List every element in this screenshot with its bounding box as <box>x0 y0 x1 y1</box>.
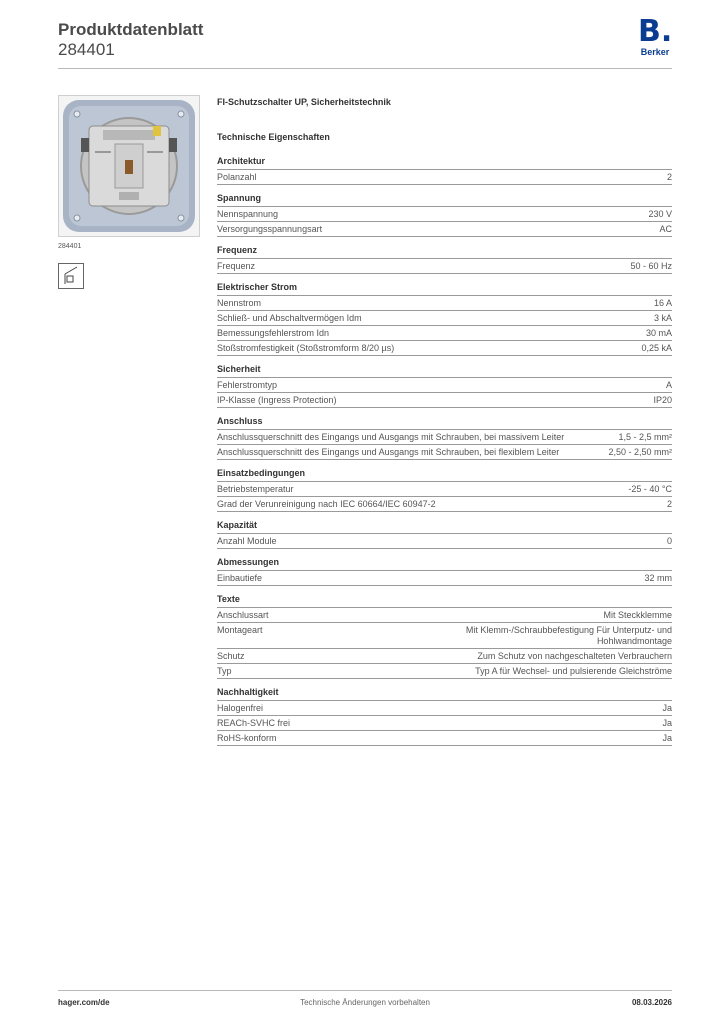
footer-disclaimer: Technische Änderungen vorbehalten <box>300 998 430 1007</box>
property-value: 3 kA <box>653 313 672 323</box>
property-group <box>217 520 672 549</box>
footer-date: 08.03.2026 <box>631 998 672 1007</box>
mounting-symbol-icon <box>58 263 84 289</box>
property-group-title: Einsatzbedingungen <box>217 468 672 482</box>
property-label: Stoßstromfestigkeit (Stoßstromform 8/20 µs) <box>217 343 395 353</box>
property-label: Montageart <box>217 625 263 635</box>
property-group <box>217 193 672 237</box>
property-value: Ja <box>662 703 672 713</box>
property-group <box>217 468 672 512</box>
page-header <box>58 14 673 70</box>
property-value: Mit Klemm-/Schraubbefestigung Für Unterputz- und Hohlwandmontage <box>465 625 672 646</box>
property-group-title: Architektur <box>217 156 672 170</box>
property-value: 0,25 kA <box>641 343 672 353</box>
property-group-title: Texte <box>217 594 672 608</box>
property-row <box>217 296 672 311</box>
article-number: 284401 <box>58 40 115 59</box>
property-value: 2 <box>666 172 672 182</box>
property-label: Frequenz <box>217 261 256 271</box>
property-row <box>217 716 672 731</box>
property-label: Schutz <box>217 651 245 661</box>
property-row <box>217 534 672 549</box>
document-title: Produktdatenblatt <box>58 20 204 39</box>
property-group <box>217 416 672 460</box>
property-row <box>217 326 672 341</box>
property-row <box>217 207 672 222</box>
property-label: IP-Klasse (Ingress Protection) <box>217 395 337 405</box>
property-value: Mit Steckklemme <box>603 610 672 620</box>
property-row <box>217 482 672 497</box>
property-group <box>217 364 672 408</box>
property-value: 30 mA <box>645 328 672 338</box>
page-footer <box>58 998 672 1010</box>
product-name: FI-Schutzschalter UP, Sicherheitstechnik <box>217 97 391 107</box>
property-label: Schließ- und Abschaltvermögen Idm <box>217 313 362 323</box>
property-group <box>217 557 672 586</box>
property-value: 2,50 - 2,50 mm² <box>608 447 672 457</box>
property-group-title: Abmessungen <box>217 557 672 571</box>
property-label: Einbautiefe <box>217 573 263 583</box>
property-group-title: Anschluss <box>217 416 672 430</box>
section-title: Technische Eigenschaften <box>217 132 330 142</box>
property-row <box>217 445 672 460</box>
property-group-title: Frequenz <box>217 245 672 259</box>
rcd-switch-insert-illustration <box>59 96 199 236</box>
property-group <box>217 282 672 356</box>
property-value: -25 - 40 °C <box>628 484 672 494</box>
property-row <box>217 430 672 445</box>
property-value: 1,5 - 2,5 mm² <box>618 432 672 442</box>
flush-mount-symbol-icon <box>59 264 83 288</box>
property-group <box>217 687 672 746</box>
image-caption: 284401 <box>58 243 82 250</box>
property-value: AC <box>659 224 672 234</box>
property-value: Ja <box>662 718 672 728</box>
property-label: RoHS-konform <box>217 733 277 743</box>
property-row <box>217 664 672 679</box>
property-row <box>217 378 672 393</box>
property-value: 50 - 60 Hz <box>630 261 672 271</box>
property-group-title: Kapazität <box>217 520 672 534</box>
property-label: Versorgungsspannungsart <box>217 224 323 234</box>
property-row <box>217 731 672 746</box>
brand-logo-text: Berker <box>640 47 670 57</box>
property-group-title: Sicherheit <box>217 364 672 378</box>
property-row <box>217 259 672 274</box>
property-value: Ja <box>662 733 672 743</box>
property-group <box>217 156 672 185</box>
property-value: 230 V <box>648 209 672 219</box>
property-label: Anschlussquerschnitt des Eingangs und Ausgangs mit Schrauben, bei massivem Leiter <box>217 432 565 442</box>
property-row <box>217 341 672 356</box>
product-details <box>217 95 672 754</box>
product-image <box>58 95 200 237</box>
property-value: 16 A <box>653 298 672 308</box>
property-row <box>217 608 672 623</box>
property-label: Halogenfrei <box>217 703 264 713</box>
property-label: Fehlerstromtyp <box>217 380 278 390</box>
property-groups <box>217 156 672 746</box>
property-row <box>217 393 672 408</box>
header-divider <box>58 68 672 69</box>
property-label: Anzahl Module <box>217 536 277 546</box>
footer-divider <box>58 990 672 991</box>
property-row <box>217 222 672 237</box>
property-group-title: Elektrischer Strom <box>217 282 672 296</box>
property-value: 2 <box>666 499 672 509</box>
property-value: 0 <box>666 536 672 546</box>
property-group-title: Spannung <box>217 193 672 207</box>
property-value: A <box>665 380 672 390</box>
property-label: Bemessungsfehlerstrom Idn <box>217 328 330 338</box>
property-label: Nennstrom <box>217 298 262 308</box>
property-row <box>217 649 672 664</box>
property-value: 32 mm <box>644 573 672 583</box>
property-label: Nennspannung <box>217 209 279 219</box>
property-label: Typ <box>217 666 232 676</box>
property-row <box>217 701 672 716</box>
property-group-title: Nachhaltigkeit <box>217 687 672 701</box>
property-row <box>217 623 672 649</box>
property-row <box>217 311 672 326</box>
brand-logo <box>638 14 673 57</box>
property-label: Anschlussart <box>217 610 269 620</box>
property-label: Polanzahl <box>217 172 257 182</box>
property-value: IP20 <box>653 395 672 405</box>
property-value: Typ A für Wechsel- und pulsierende Gleichströme <box>475 666 672 676</box>
property-label: Grad der Verunreinigung nach IEC 60664/IEC 60947-2 <box>217 499 436 509</box>
property-label: Anschlussquerschnitt des Eingangs und Ausgangs mit Schrauben, bei flexiblem Leiter <box>217 447 560 457</box>
property-group <box>217 594 672 679</box>
brand-logo-mark: B. <box>638 14 673 49</box>
property-label: REACh-SVHC frei <box>217 718 291 728</box>
footer-website: hager.com/de <box>58 998 110 1007</box>
property-label: Betriebstemperatur <box>217 484 294 494</box>
property-row <box>217 170 672 185</box>
property-value: Zum Schutz von nachgeschalteten Verbrauchern <box>477 651 672 661</box>
property-row <box>217 571 672 586</box>
property-row <box>217 497 672 512</box>
property-group <box>217 245 672 274</box>
